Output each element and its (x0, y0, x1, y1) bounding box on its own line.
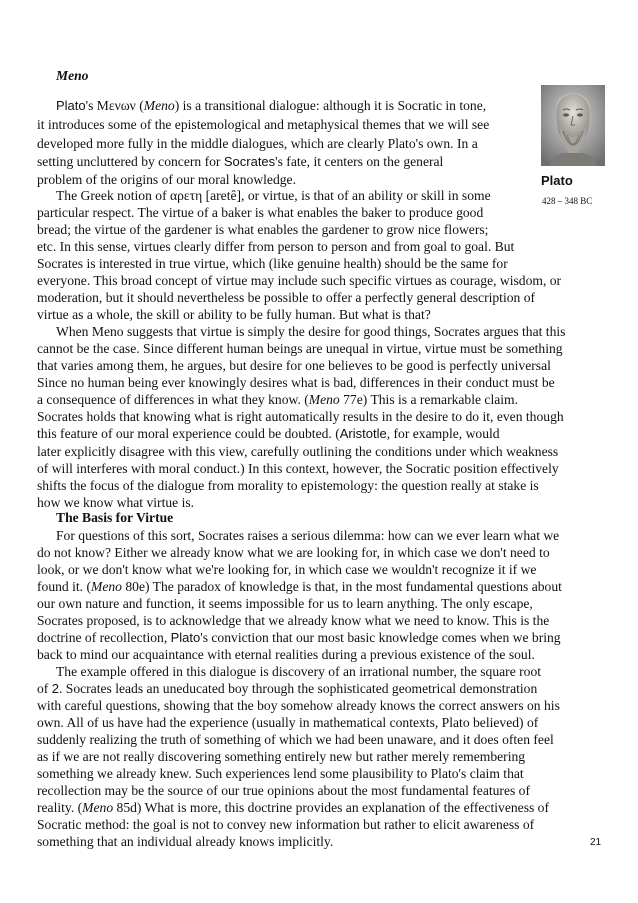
text-span: this feature of our moral experience could be doubted. ( (37, 426, 340, 441)
text-span: setting uncluttered by concern for (37, 154, 224, 169)
text-span: 80e) The paradox of knowledge is that, in the most fundamental questions about (121, 579, 562, 594)
plato-link[interactable]: Plato (170, 630, 201, 645)
italic-span: Meno (308, 392, 340, 407)
text-line: everyone. This broad concept of virtue may include such specific virtues as courage, wisdom, or (37, 273, 562, 288)
text-span: , for example, would (386, 426, 500, 441)
text-line: virtue as a whole, the skill or ability to be fully human. But what is that? (37, 307, 431, 322)
section-heading: The Basis for Virtue (56, 510, 174, 525)
text-line: look, or we don't know what we're looking for, in which case we wouldn't recognize it if we (37, 562, 537, 577)
text-line: Since no human being ever knowingly desires what is bad, differences in their conduct must be (37, 375, 555, 390)
text-line (56, 98, 486, 114)
text-line: back to mind our acquaintance with eternal realities during a previous existence of the soul. (37, 647, 535, 662)
text-line (37, 579, 562, 595)
page-heading: Meno (56, 68, 89, 83)
text-line: etc. In this sense, virtues clearly differ from person to person and from goal to goal. But (37, 239, 515, 254)
text-line (37, 630, 561, 646)
text-line: For questions of this sort, Socrates raises a serious dilemma: how can we ever learn what we (56, 528, 560, 543)
plato-link[interactable]: Plato (56, 98, 86, 113)
text-span: . Socrates leads an uneducated boy through the sophisticated geometrical demonstration (58, 681, 538, 696)
text-span: ) is a transitional dialogue: although it is Socratic in tone, (174, 98, 487, 113)
text-span: doctrine of recollection, (37, 630, 171, 645)
text-line: something that an individual already knows implicitly. (37, 834, 334, 849)
text-line: it introduces some of the epistemological and metaphysical themes that we will see (37, 117, 490, 132)
text-line: how we know what virtue is. (37, 495, 195, 510)
text-span: found it. ( (37, 579, 91, 594)
text-line: recollection may be the source of our true opinions about the most fundamental features of (37, 783, 530, 798)
text-line: Socrates holds that knowing what is right automatically results in the desire to do it, even though (37, 409, 564, 424)
text-line: bread; the virtue of the gardener is what enables the gardener to grow nice flowers; (37, 222, 489, 237)
square-root-two-link[interactable]: 2 (51, 681, 59, 696)
text-line: Socrates proposed, is to acknowledge that we already know what we need to know. This is the (37, 613, 550, 628)
text-span: reality. ( (37, 800, 83, 815)
italic-span: Meno (91, 579, 122, 594)
text-line: When Meno suggests that virtue is simply the desire for good things, Socrates argues that this (56, 324, 566, 339)
portrait-caption-name: Plato (541, 173, 573, 188)
text-line: with careful questions, showing that the boy somehow already knows the correct answers on his (37, 698, 560, 713)
text-line (37, 681, 537, 697)
text-span: 's Μενων ( (85, 98, 144, 113)
text-line: as if we are not really discovering something entirely new but rather merely remembering (37, 749, 526, 764)
italic-span: Meno (82, 800, 114, 815)
text-line: something we already knew. Such experiences lend some plausibility to Plato's claim that (37, 766, 524, 781)
text-span: of (37, 681, 52, 696)
text-span: 85d) What is more, this doctrine provides an explanation of the effectiveness of (113, 800, 550, 815)
text-line: cannot be the case. Since different human beings are unequal in virtue, virtue must be something (37, 341, 563, 356)
text-line: of will interferes with moral conduct.) In this context, however, the Socratic position effectively (37, 461, 559, 476)
socrates-link[interactable]: Socrates (223, 154, 276, 169)
page-number: 21 (590, 837, 602, 848)
portrait-caption-dates: 428 – 348 BC (542, 196, 593, 206)
text-line (37, 800, 549, 816)
text-line: particular respect. The virtue of a baker is what enables the baker to produce good (37, 205, 484, 220)
text-line: Socratic method: the goal is not to convey new information but rather to elicit awareness of (37, 817, 535, 832)
text-line: developed more fully in the middle dialogues, which are clearly Plato's own. In a (37, 136, 478, 151)
text-span: 77e) This is a remarkable claim. (339, 392, 519, 407)
text-span: 's conviction that our most basic knowledge comes when we bring (200, 630, 561, 645)
text-span: 's fate, it centers on the general (275, 154, 444, 169)
aristotle-link[interactable]: Aristotle (339, 426, 387, 441)
text-line (37, 154, 443, 170)
text-line: moderation, but it should nevertheless be possible to offer a perfectly general description of (37, 290, 536, 305)
text-span: a consequence of differences in what they know. ( (37, 392, 309, 407)
text-line: Socrates is interested in true virtue, which (like genuine health) should be the same for (37, 256, 508, 271)
plato-portrait-icon (541, 85, 605, 166)
text-line: later explicitly disagree with this view, carefully outlining the conditions under which weakness (37, 444, 559, 459)
text-line: suddenly realizing the truth of something of which we had been unaware, and it does often feel (37, 732, 554, 747)
text-line: do not know? Either we already know what we are looking for, in which case we don't need to (37, 545, 550, 560)
text-line (37, 426, 500, 442)
text-line: problem of the origins of our moral knowledge. (37, 172, 296, 187)
text-line: our own nature and function, it seems impossible for us to learn anything. The only escape, (37, 596, 533, 611)
text-line (37, 392, 518, 408)
text-line: that varies among them, he argues, but desire for one believes to be good is perfectly universal (37, 358, 551, 373)
text-line: own. All of us have had the experience (usually in mathematical contexts, Plato believed) of (37, 715, 539, 730)
italic-span: Meno (143, 98, 175, 113)
text-line: shifts the focus of the dialogue from morality to epistemology: the question really at stake is (37, 478, 539, 493)
text-line: The Greek notion of αρετη [aretê], or virtue, is that of an ability or skill in some (56, 188, 491, 203)
text-line: The example offered in this dialogue is discovery of an irrational number, the square root (56, 664, 542, 679)
